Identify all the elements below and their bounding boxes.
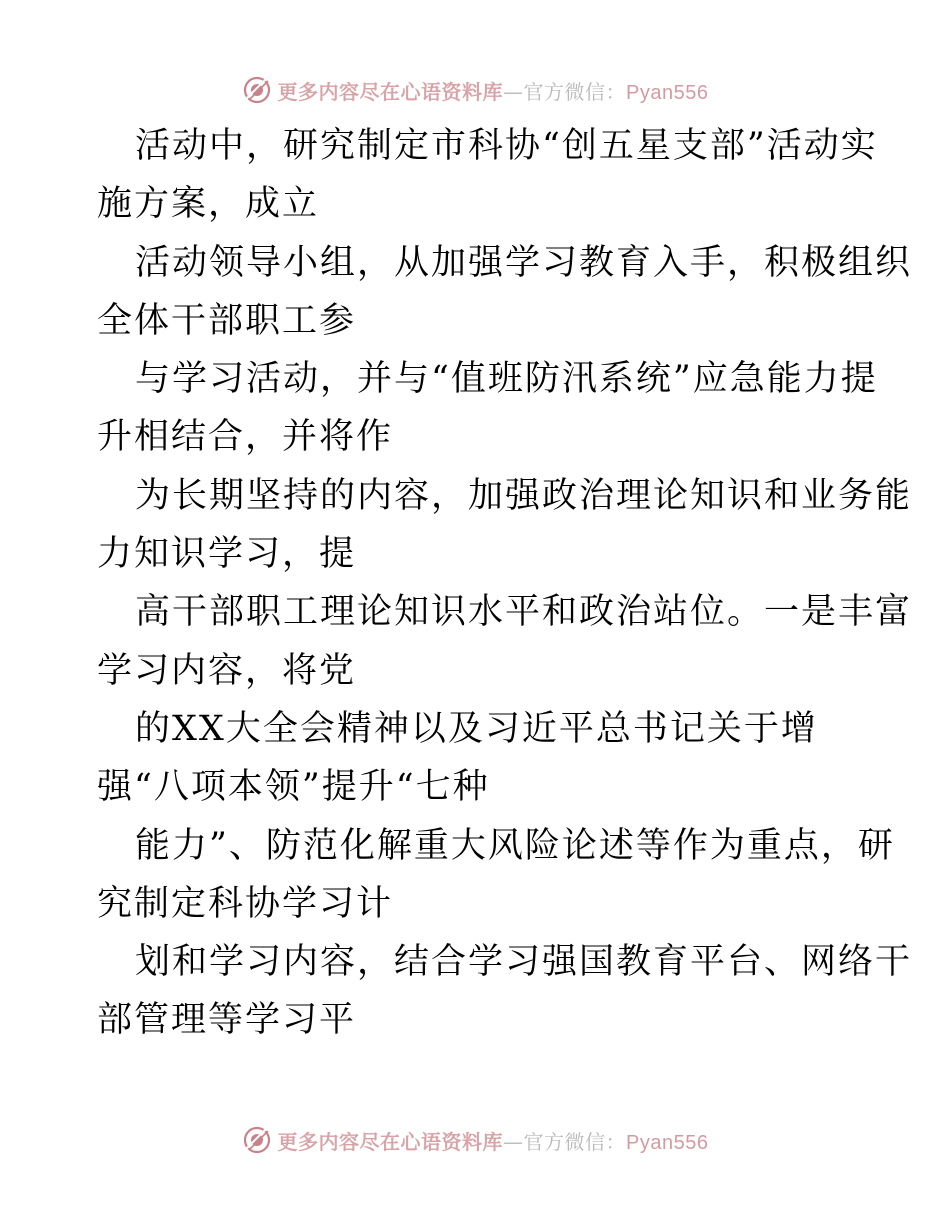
text-line: 部管理等学习平 <box>97 1000 357 1041</box>
document-body <box>97 117 913 1050</box>
brand-logo-icon <box>242 1125 272 1155</box>
text-line: 高干部职工理论知识水平和政治站位。一是丰富 <box>135 592 913 633</box>
brand-logo-icon <box>242 75 272 105</box>
text-line: 全体干部职工参 <box>97 300 357 341</box>
footer-watermark <box>0 1122 950 1158</box>
text-line: 为长期坚持的内容，加强政治理论知识和业务能 <box>135 475 913 516</box>
header-watermark <box>0 72 950 108</box>
watermark-site-name: 更多内容尽在心语资料库 <box>277 1129 504 1154</box>
watermark-wechat-label: 官方微信： <box>523 79 627 104</box>
watermark-dash: — <box>503 1129 524 1154</box>
watermark-wechat-id: Pyan556 <box>626 1131 709 1154</box>
watermark-site-name: 更多内容尽在心语资料库 <box>277 79 504 104</box>
watermark-dash: — <box>503 79 524 104</box>
text-line: 强“八项本领”提升“七种 <box>97 767 490 808</box>
text-line: 划和学习内容，结合学习强国教育平台、网络干 <box>135 942 913 983</box>
text-line: 能力”、防范化解重大风险论述等作为重点，研 <box>135 825 895 866</box>
text-line: 学习内容，将党 <box>97 650 357 691</box>
text-line: 与学习活动，并与“值班防汛系统”应急能力提 <box>135 359 878 400</box>
text-line: 力知识学习，提 <box>97 534 357 575</box>
text-line: 的XX大全会精神以及习近平总书记关于增 <box>135 708 818 749</box>
text-line: 施方案，成立 <box>97 184 320 225</box>
text-line: 活动中，研究制定市科协“创五星支部”活动实 <box>135 126 878 166</box>
text-line: 升相结合，并将作 <box>97 417 394 458</box>
text-line: 究制定科协学习计 <box>97 883 394 924</box>
watermark-wechat-id: Pyan556 <box>626 81 709 104</box>
watermark-wechat-label: 官方微信： <box>523 1129 627 1154</box>
text-line: 活动领导小组，从加强学习教育入手，积极组织 <box>135 242 913 283</box>
